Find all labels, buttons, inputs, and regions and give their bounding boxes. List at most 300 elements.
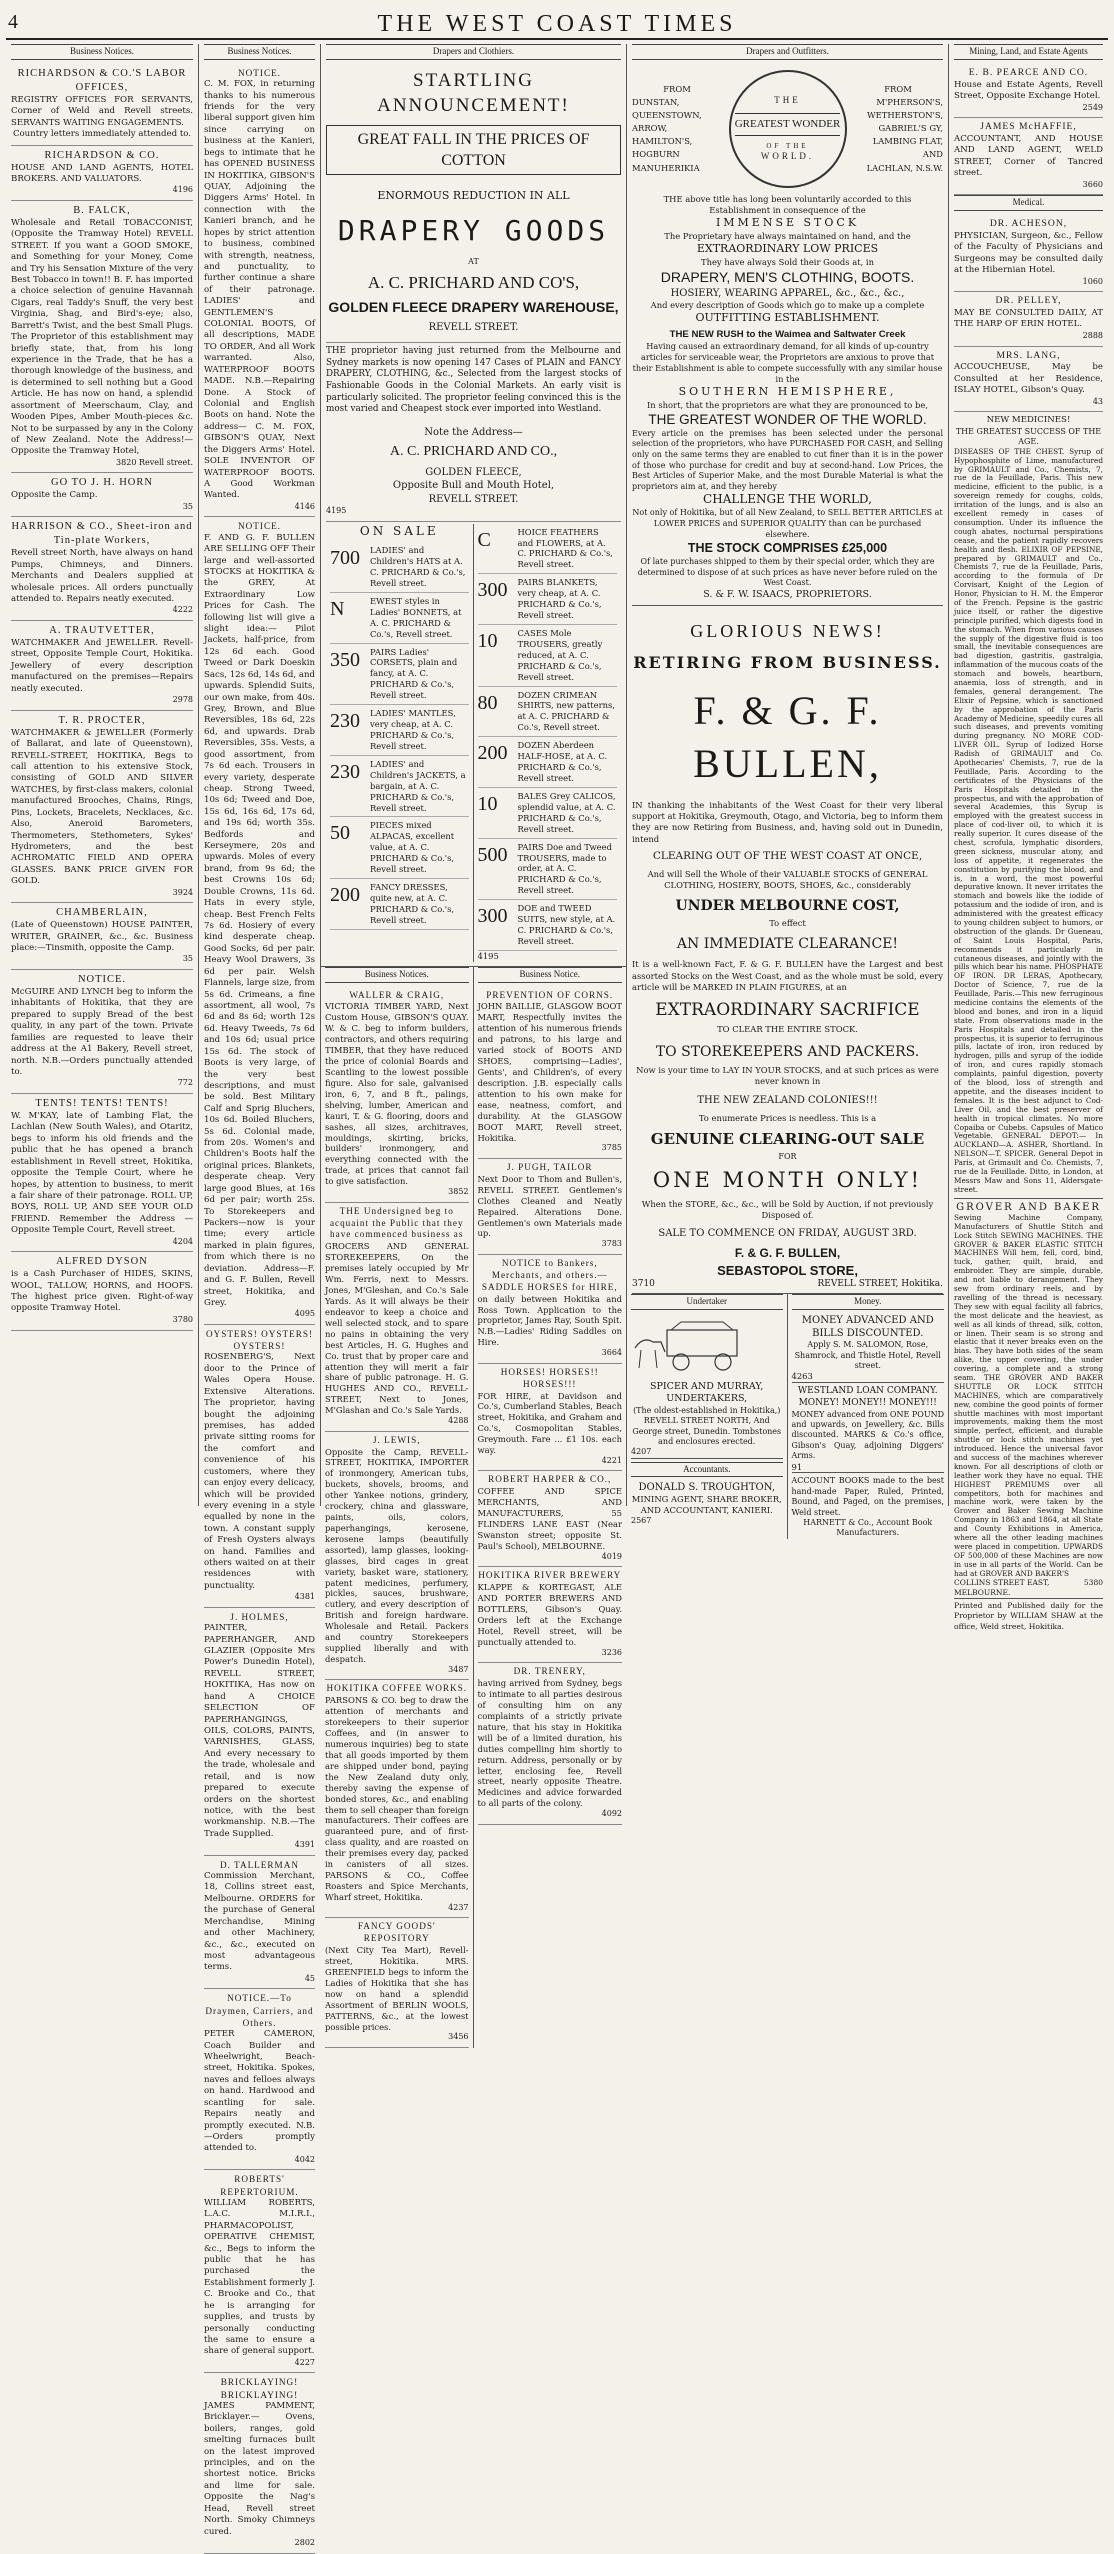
lot-description: LADIES' and Children's JACKETS, a bargain, at A. C. PRICHARD & Co.'s, Revell street. [370, 758, 466, 813]
ad-heading: GO TO J. H. HORN [51, 477, 153, 489]
ad-body: having arrived from Sydney, begs to intimate to all parties desirous of consulting him on any complaints of a strictly private nature, that his stay in Hokitika will be of a limited duration, his duties compelling him shortly to return. Address, personally or by letter, enclosing fee, Revell street, nearly opposite Theatre. Medicines and advice forwarded to all parts of the colony. [477, 1678, 622, 1809]
bullen-name-2: F. & G. F. BULLEN, [734, 1246, 841, 1261]
sale-lot [330, 817, 469, 879]
ad-heading: FANCY GOODS' REPOSITORY [357, 1921, 436, 1944]
not-only: Not only of Hokitika, but of all New Zealand, to SELL BETTER ARTICLES at LOWER PRICES and SUPERIOR QUALITY than can be purchased elsewhere. [632, 508, 943, 539]
greatest-wonder: THE GREATEST WONDER OF THE WORLD. [648, 411, 927, 427]
sebastopol-store: SEBASTOPOL STORE, [717, 1263, 858, 1279]
column-drapers-outfitters [627, 44, 949, 1538]
section-header: Money. [792, 1294, 945, 1310]
advertisement [204, 2170, 315, 2373]
ad-body: PARSONS & CO. beg to draw the attention of merchants and storekeepers to their superior Coffees, and (in answer to numerous inquiries) beg to state that all goods imported by them are shipped under bond, paying the New Zealand duty only, thereby saving the expense of bonded stores, &c., and enabling them to sell cheaper than foreign manufacturers. Their coffees are guaranteed pure, and of first-class quality, and are roasted on their premises every day, packed in canisters of all sizes. PARSONS & CO., Coffee Roasters and Spice Merchants, Wharf street, Hokitika. [325, 1695, 469, 1902]
advertisement [204, 2373, 315, 2553]
ad-body: MAY BE CONSULTED DAILY, AT THE HARP OF ERIN HOTEL. [954, 308, 1103, 330]
lot-quantity: 200 [330, 884, 360, 907]
masthead [6, 10, 1108, 40]
ad-number: 3664 [601, 1348, 622, 1358]
ad-heading: HARRISON & CO., Sheet-iron and Tin-plate Workers, [11, 521, 193, 547]
ad-body: W. M'KAY, late of Lambing Flat, the Lachlan (New South Wales), and Otaritz, begs to inform his old friends and the public that he has opened a branch establishment in Revell street, Hokitika, opposite the Temple Court, where he hopes, by attention to business, to merit a fair share of their patronage. ROLL UP, BOYS, ROLL UP, AND SEE YOUR OLD FRIEND. Remember the Address — Opposite Temple Court, Revell street. [11, 1110, 193, 1236]
will-sell: And will Sell the Whole of their VALUABLE STOCKS of GENERAL CLOTHING, HOSIERY, BOOTS, SHOES, &c., considerably [647, 868, 928, 890]
spicer-body: (The oldest-established in Hokitika,) REVELL STREET NORTH, And George street, Dunedin. Tombstones and enclosures erected. [632, 1405, 782, 1446]
sale-lot [478, 687, 618, 738]
ad-heading: ROBERTS' REPERTORIUM. [220, 2174, 299, 2197]
ad-heading: DR. ACHESON, [989, 218, 1068, 230]
ad-body: Opposite the Camp, REVELL-STREET, HOKITIKA, IMPORTER of ironmongery, American tubs, buckets, shovels, brooms, and other Yankee notions, grindery, crockery, china and glassware, paints, oils, colors, paperhangings, kerosene, kerosene lamps (beautifully assorted), lamp glasses, looking-glasses, bird cages in great variety, basket ware, stationery, patent medicines, perfumery, pickles, sauces, brushware, cutlery, and every description of British and foreign hardware. Wholesale and Retail. Packers and country Storekeepers supplied liberally and with despatch. [325, 1446, 469, 1665]
great-fall-headline: GREAT FALL IN THE PRICES OF COTTON [326, 125, 621, 176]
advertisement [325, 1680, 469, 1918]
ad-body: Next Door to Thom and Bullen's, REVELL STREET. Gentlemen's Clothes Cleaned and Neatly Repaired. Alterations Done. Gentlemen's own Materials made up. [477, 1173, 622, 1239]
ad-number: 4227 [294, 2357, 315, 2367]
printer-imprint: Printed and Published daily for the Proprietor by WILLIAM SHAW at the office, Weld street, Hokitika. [954, 1601, 1103, 1631]
advertisement [11, 711, 193, 903]
ad-heading: MRS. LANG, [996, 349, 1061, 361]
advertisement [11, 1252, 193, 1330]
place-name: ARROW, [632, 123, 668, 134]
ad-number: 4221 [601, 1456, 622, 1466]
ad-body: Wholesale and Retail TOBACCONIST, (Opposite the Tramway Hotel) REVELL STREET. If you want a GOOD SMOKE, and Something for your Money, Come and Try his Sensation Mixture of the very Best Tobacco in town!! B. F. has imported a choice selection of genuine Havannah Cigars, real Taddy's Snuff, the very best Virginia, Shag, and Bird's-eye; also, Barrett's Twist, and the best Small Plugs. The Proprietor of this establishment may briefly state, that, from his long experience in the Trade, that he has a thorough knowledge of the business, and is determined to sell nothing but a Good Article. He has now on hand, a splendid assortment of Meerschaum, Clay, and Wooden Pipes, Amber Mouth-pieces &c. Not to be surpassed by any in the Colony of New Zealand. Note the Address!— Opposite the Tramway Hotel, [11, 217, 193, 457]
advertisement [11, 517, 193, 621]
ad-body: WATCHMAKER & JEWELLER (Formerly of Ballarat, and late of Queenstown), REVELL-STREET, HOKITIKA, Begs to call attention to his extensive Stock, consisting of GOLD AND SILVER WATCHES, by first-class makers, colonial manufactured Brooches, Chains, Rings, Pins, Lockets, Bracelets, Necklaces, &c. Also, Aneroid Barometers, Thermometers, Stethometers, Sykes' Hydrometers, and the best ACHROMATIC FIELD AND OPERA GLASSES. BANK PRICE GIVEN FOR GOLD. [11, 727, 193, 887]
ad-number: 4207 [631, 1447, 783, 1458]
place-name: GABRIEL'S GY, [878, 123, 943, 134]
from-right-label: FROM [884, 84, 912, 95]
at-label: AT [468, 256, 479, 266]
place-name: HAMILTON'S, [632, 136, 693, 147]
lot-quantity: 10 [477, 792, 498, 815]
in-short: In short, that the proprietors are what they are pronounced to be, [646, 399, 928, 410]
ad-heading: NOTICE. [238, 67, 281, 78]
ad-number: 4263 [792, 1371, 945, 1383]
ad-body: PETER CAMERON, Coach Builder and Wheelwright, Beach-street, Hokitika. Spokes, naves and felloes always on hand. Hardwood and scantling for sale. Repairs neatly and promptly executed. N.B.—Orders promptly attended to. [204, 2029, 315, 2154]
sold-text: They have always Sold their Goods at, in [701, 256, 874, 267]
place-name: LACHLAN, N.S.W. [866, 162, 943, 173]
ad-heading: WALLER & CRAIG, [349, 989, 445, 1000]
ad-body: McGUIRE AND LYNCH beg to inform the inhabitants of Hokitika, that they are prepared to supply Bread of the best quality, in any part of the town. Private families are requested to leave their address at the A1 Bakery, Revell street, north. N.B.—Orders punctually attended to. [11, 987, 193, 1077]
lot-description: LADIES' MANTLES, very cheap, at A. C. PRICHARD & Co.'s, Revell street. [370, 708, 456, 751]
ad-body: Commission Merchant, 18, Collins street east, Melbourne. ORDERS for the purchase of General Merchandise, Mining and other Machinery, &c., &c., executed on most advantageous terms. [204, 1871, 315, 1973]
opposite-bull: Opposite Bull and Mouth Hotel, [392, 480, 555, 492]
ad-footer: Country letters immediately attended to. [12, 129, 192, 140]
ad-number: 3780 [172, 1314, 193, 1324]
genuine-sale: GENUINE CLEARING-OUT SALE [650, 1130, 925, 1149]
lot-quantity: 80 [477, 691, 498, 714]
place-name: DUNSTAN, [632, 97, 680, 108]
prichard-body: THE proprietor having just returned from the Melbourne and Sydney markets is now opening 147 Cases of PLAIN and FANCY DRAPERY, CLOTHING, &c., Selected from the largest stocks of Fashionable Goods in the Colonial Markets. An early visit is particularly solicited. The proprietor feeling convinced this is the most varied and Cheapest stock ever imported into Westland. [326, 346, 621, 415]
advertisement [11, 146, 193, 201]
ad-number: 3783 [601, 1239, 622, 1249]
clearing-out: CLEARING OUT OF THE WEST COAST AT ONCE, [652, 849, 923, 862]
for-label: FOR [778, 1152, 797, 1162]
bullen-footer [632, 1279, 943, 1294]
ad-body: Revell street North, have always on hand Pumps, Chimneys, and Dinners. Merchants and Dealers supplied at wholesale prices. All orders punctually attended to. Repairs neatly executed. [11, 548, 193, 605]
advertisement [11, 64, 193, 146]
ad-body: JAMES PAMMENT, Bricklayer.— Ovens, boilers, ranges, gold smelting furnaces built on the latest improved principles, and on the shortest notice. Bricks and lime for sale. Opposite the Nag's Head, Revell street North. Smoky Chimneys cured. [204, 2400, 315, 2537]
from-right [853, 83, 943, 174]
sale-lot [478, 625, 618, 687]
section-header: Accountants. [631, 1462, 783, 1478]
sale-commence: SALE TO COMMENCE ON FRIDAY, AUGUST 3RD. [658, 1227, 917, 1239]
section-header: Drapers and Clothiers. [326, 44, 621, 60]
ad-number: 4288 [448, 1416, 469, 1426]
ad-number: 4381 [294, 1592, 315, 1602]
column-business-notices-1 [6, 44, 199, 1506]
ad-heading: BRICKLAYING! BRICKLAYING! [220, 2377, 299, 2400]
ad-heading: DR. TRENERY, [513, 1666, 586, 1677]
from-left [632, 83, 722, 174]
ad-heading: NOTICE to Bankers, Merchants, and others.—SADDLE HORSES for HIRE, [481, 1257, 618, 1292]
lot-description: CASES Mole TROUSERS, greatly reduced, at A. C. PRICHARD & Co.'s, Revell street. [517, 627, 603, 682]
troughton: DONALD S. TROUGHTON, [638, 1482, 776, 1494]
ad-heading: THE Undersigned beg to acquaint the Public that they have commenced business as [329, 1205, 464, 1240]
seal-of: OF THE [766, 141, 809, 150]
bullen-thanks: IN thanking the inhabitants of the West Coast for their very liberal support at Hokitika, Greymouth, Otago, and Victoria, beg to inform them they are now Retiring from Business, and, having sold out in Dunedin, intend [632, 800, 943, 844]
golden-fleece: GOLDEN FLEECE, [425, 467, 522, 479]
ad-number: 5380 [1083, 1578, 1103, 1588]
retiring-from-business: RETIRING FROM BUSINESS. [633, 653, 942, 673]
grimault-medicines: DISEASES OF THE CHEST. Syrup of Hypophosphite of Lime, manufactured by GRIMAULT and Co., Chemists, 7, rue de la Feuillade, Paris. This new medicine, efficient to the public, is a sovereign remedy for coughs, colds, irritation of the lungs, and is also an excellent remedy in cases of consumption. Under its influence the cough abates, nocturnal perspirations cease, and the patient rapidly recovers health and flesh. ELIXIR OF PEPSINE, prepared by GRIMAULT and Co., Chemists 7, rue de la Feuillade, Paris, according to the formula of Dr Corvisart, Knight of the Legion of Honor, Physician to H. M. the Emperor of the French. Pepsine is the gastric juice itself, or rather the digestive principle purified, which digests food in the stomach. When from various causes the supply of the digestive fluid is too small, the inevitable consequences are bad digestion, gastritis, gastralgia, inflammation of the mucous coats of the stomach and bowels, heartburn, anaemia, loss of strength, and in females, general derangement. The Elixir of Pepsine, which is sanctioned by the approbation of the Paris Academy of Medicine, speedily cures all such diseases, and prevents vomiting during pregnancy. NO MORE COD-LIVER OIL. Syrup of Iodized Horse Radish of GRIMAULT and Co. Apothecaries' Chemists, 7, rue de la Feuillade, Paris. According to the certificates of the Physicians of the Paris Hospitals detailed in the prospectus, and with the approbation of several Academies, this Syrup is employed with the greatest success in place of cod-liver oil, to which it is really superior. It cures disease of the chest, scrofula, lymphatic disorders, green sickness, muscular atony, and loss of appetite, it regenerates the constitution by purifying the blood, and is, in a word, the most powerful depurative known. It never irritates the stomach and bowels like the iodide of potassium and the iodide of iron, and is administered with the greatest efficacy to young children subject to humors, or obstruction of the glands. Dr Gueneau, of Saint Louis Hospital, Paris, recommends it particularly in cutaneous diseases, and jointly with the pills which bear his name. PHOSPHATE OF IRON. DR LERAS, Apothecary, Doctor of Science, 7, rue de la Feuillade, Paris.—This new ferruginous medicine contains the elements of the blood and bones, and iron in a liquid state. From observations made in the Paris Hospitals and detailed in the prospectus, it is superior to ferruginous pills, lactate of iron, iron reduced by hydrogen, pills and syrup of the iodide of iron, and cures rapidly stomach complaints, painful digestion, poverty of the blood, loss of strength and appetite, and the diseases incident to females. It is the best adjunct to Cod-Liver Oil, and the best preserver of health in tropical climates. No more Copaiba or Cubebs. Capsules of Matico Vegetable. GENERAL DEPOT:— In AUCKLAND—A. ASHER, Shortland. In NELSON—T. SPICER. General Depot in Paris, at Grimault and Co. Chemists, 7, rue de la Feuillade. Ditto, in London, at Messrs Maw and Sons 11, Aldersgate-street. [954, 446, 1103, 1194]
ad-heading: DR. PELLEY, [995, 295, 1062, 307]
lot-description: PAIRS Ladies' CORSETS, plain and fancy, at A. C. PRICHARD & Co.'s, Revell street. [370, 646, 458, 701]
lots-number: 4195 [477, 950, 499, 961]
glorious-news: GLORIOUS NEWS! [690, 621, 885, 642]
ad-body: ACCOUCHEUSE, May be Consulted at her Residence, ISLAY HOTEL, Gibson's Quay. [954, 362, 1103, 396]
hosiery-line: HOSIERY, WEARING APPAREL, &c., &c., &c., [670, 287, 905, 299]
ad-number: 2549 [1082, 102, 1103, 112]
ad-body: GROCERS AND GENERAL STOREKEEPERS, On the premises lately occupied by Mr Wm. Ferris, next to Messrs. Jones, M'Gleshan, and Co.'s Sale Yards. As it will always be their endeavor to keep a choice and well selected stock, and to spare no pains in obtaining the very best Articles, H. G. Hughes and Co. trust that by proper care and attention they will merit a fair share of public patronage. H. G. HUGHES AND CO., REVELL-STREET, Next to Jones, M'Glashan and Co.'s Sale Yards. [325, 1241, 469, 1416]
ad-number: 4237 [448, 1902, 469, 1912]
revell-street: REVELL STREET. [428, 321, 519, 333]
advertisement [954, 215, 1103, 292]
seal-bottom: WORLD. [760, 150, 815, 161]
sale-lot [330, 593, 469, 644]
ad-heading: J. PUGH, TAILOR [506, 1161, 593, 1172]
ad-body: PHYSICIAN, Surgeon, &c., Fellow of the Faculty of Physicians and Surgeons may be consulted daily at the Hibernian Hotel. [954, 230, 1103, 276]
section-header: Undertaker [631, 1294, 783, 1310]
ad-number: 3660 [1082, 179, 1103, 189]
money-money: MONEY! MONEY!! MONEY!!! [798, 1397, 937, 1408]
advertisement [204, 1989, 315, 2170]
ad-heading: OYSTERS! OYSTERS! OYSTERS! [205, 1328, 314, 1352]
sale-lot [330, 542, 469, 593]
advertisement [478, 1159, 623, 1255]
ad-body: (Late of Queenstown) HOUSE PAINTER, WRITER, GRAINER, &c., &c. Business place:—Tinsmith, opposite the Camp. [11, 920, 193, 954]
stock-comprises: THE STOCK COMPRISES £25,000 [687, 541, 888, 556]
advertisement [954, 64, 1103, 118]
ad-number: 3710 [632, 1279, 655, 1290]
ad-body: HOUSE AND LAND AGENTS, HOTEL BROKERS. AND VALUATORS. [11, 162, 193, 184]
sale-lot [330, 644, 469, 706]
ad-number: 2888 [1082, 330, 1103, 340]
ad-heading: RICHARDSON & CO.'S LABOR OFFICES, [17, 67, 187, 93]
ad-heading: PREVENTION OF CORNS. [486, 989, 614, 1000]
section-header: Business Notices. [11, 44, 193, 60]
lot-quantity: 10 [477, 629, 498, 652]
ad-body: ROSENBERG'S, Next door to the Prince of Wales Opera House. Extensive Alterations. The proprietor, having bought the adjoining premises, has added private sitting rooms for the comfort and convenience of his customers, where they can enjoy every delicacy, which will be provided every evening in a style equalled by none in the town. A constant supply of Fresh Oysters always on hand. Families and others waited on at their residences with punctuality. [204, 1352, 315, 1591]
ad-heading: B. FALCK, [73, 204, 131, 216]
sale-lot [330, 705, 469, 756]
isaacs-proprietors: S. & F. W. ISAACS, PROPRIETORS. [632, 589, 943, 607]
hearse-illustration [631, 1318, 771, 1374]
on-sale-label: ON SALE [359, 523, 439, 538]
grover-address: COLLINS STREET EAST, MELBOURNE. [954, 1578, 1050, 1598]
sale-lot [478, 788, 618, 839]
ad-number: 4196 [172, 185, 193, 195]
ad-body: ACCOUNTANT, AND HOUSE AND LAND AGENT, WELD STREET, Corner of Tancred street. [954, 133, 1103, 179]
lot-description: BALES Grey CALICOS, splendid value, at A. C. PRICHARD & Co.'s, Revell street. [517, 790, 616, 834]
undertaker-money-grid [627, 1294, 948, 1538]
lot-description: DOZEN Aberdeen HALF-HOSE, at A. C. PRICHARD & Co.'s, Revell street. [517, 740, 608, 784]
advertisement [11, 903, 193, 970]
ad-number: 91 [792, 1462, 945, 1474]
advertisement [325, 1432, 469, 1681]
ad-number: 2567 [631, 1516, 652, 1526]
money-advanced: MONEY ADVANCED AND BILLS DISCOUNTED. [801, 1315, 934, 1340]
ad-heading: HOKITIKA COFFEE WORKS. [326, 1683, 467, 1694]
proprietary-text: The Proprietary have always maintained on hand, and the [664, 230, 911, 241]
lot-description: DOZEN CRIMEAN SHIRTS, new patterns, at A. C. PRICHARD & Co.'s, Revell street. [517, 689, 615, 733]
lot-quantity: 500 [477, 843, 508, 866]
wonder-banner [632, 64, 943, 194]
lot-description: DOE and TWEED SUITS, new style, at A. C. PRICHARD & Co.'s, Revell street. [517, 903, 616, 946]
enormous-reduction: ENORMOUS REDUCTION IN ALL [377, 189, 570, 203]
advertisement [478, 987, 623, 1159]
ad-number: 3236 [601, 1647, 622, 1657]
place-name: WETHERSTON'S, [867, 110, 943, 121]
place-name: MANUHERIKIA [632, 162, 700, 173]
ad-heading: ALFRED DYSON [56, 1256, 148, 1268]
advertisement [204, 1856, 315, 1990]
rush-body: Having caused an extraordinary demand, for all kinds of up-country articles for serviceable wear, the Proprietors are anxious to prove that their Establishment is able to compete successfully with any similar house in the [632, 341, 943, 385]
sale-lot [478, 900, 618, 951]
lot-description: PAIRS Doe and Tweed TROUSERS, made to order, at A. C. PRICHARD & Co.'s, Revell street. [517, 841, 612, 896]
ad-body: WILLIAM ROBERTS, L.A.C. M.I.R.I., PHARMACOPOLIST, OPERATIVE CHEMIST, &c., Begs to inform the public that he has purchased the Establishment formerly J. C. Brooke and Co., that he is arranging for supplies, and trusts by personally conducting the same to ensure a share of general support. [204, 2197, 315, 2357]
on-sale-grid [326, 524, 621, 962]
section-header: Drapers and Outfitters. [632, 44, 943, 60]
lot-quantity: 300 [477, 579, 508, 602]
section-header: Mining, Land, and Estate Agents [954, 44, 1103, 60]
ad-heading: D. TALLERMAN [220, 1859, 299, 1870]
challenge-world: CHALLENGE THE WORLD, [703, 492, 872, 507]
ad-number: 772 [177, 1078, 193, 1088]
spicer-murray: SPICER AND MURRAY, UNDERTAKERS, [650, 1381, 764, 1405]
ad-number: 4195 [326, 505, 347, 515]
well-known-fact: It is a well-known Fact, F. & G. F. BULLEN have the Largest and best assorted Stocks on the West Coast, and as the whole must be sold, every article will be MARKED IN PLAIN FIGURES, at an [632, 959, 943, 992]
lot-quantity: 700 [330, 547, 360, 570]
ad-heading: A. TRAUTVETTER, [49, 625, 155, 637]
advertisement [478, 1471, 623, 1567]
under-melbourne-cost: UNDER MELBOURNE COST, [675, 898, 900, 914]
westland-loan: WESTLAND LOAN COMPANY. [797, 1386, 938, 1397]
ad-number: 1060 [1082, 276, 1103, 286]
ad-number: 3820 Revell street. [116, 457, 193, 467]
ad-number: 3785 [601, 1143, 622, 1153]
lot-quantity: 200 [477, 742, 508, 765]
advertisement [325, 1918, 469, 2048]
ad-body: PAINTER, PAPERHANGER, AND GLAZIER (Opposite Mrs Power's Dunedin Hotel), REVELL STREET, HOKITIKA, Has now on hand A CHOICE SELECTION OF PAPERHANGINGS, OILS, COLORS, PAINTS, VARNISHES, GLASS, And every necessary to the trade, wholesale and retail, and is now prepared to execute orders on the shortest notice, with the best workmanship. N.B.—The Trade Supplied. [204, 1623, 315, 1839]
every-description: And every description of Goods which go to make up a complete [650, 299, 925, 310]
place-name: LAMBING FLAT, [872, 136, 943, 147]
grover-body: Sewing Machine Company, Manufacturers of Shuttle Stitch and Lock Stitch SEWING MACHINES. THE GROVER & BAKER ELASTIC STITCH MACHINES Will hem, fell, cord, bind, tuck, gather, quilt, braid, and embroider. They are simple, durable, and not liable to derangement. They sew from ordinary reels, and by ravelling of the thread is necessary. They sew with equal facility all fabrics, the most delicate and the heaviest, as well as all kinds of thread, silk, cotton, or linen. Their seam is so strong and elastic that it never breaks even on the bias. They have both sides of the seam alike, the upper covering, the under covering, a complete and a strong seam. THE GROVER AND BAKER SHUTTLE OR LOCK STITCH MACHINES, which are comparatively new, combine the good points of former shuttle machines with most important improvements, making them the most simple, perfect, efficient, and durable shuttle or lock stitch machines yet introduced. Hence the universal favor and success of the machines wherever known. For all descriptions of cloth or leather work they have no equal. THE HIGHEST PREMIUMS over all competitors, both for machines and machine work, were taken by the Grover and Baker Sewing Machine Company in 1863 and 1864, at all State and County Exhibitions in America, where all the other leading machines were placed in competition. UPWARDS OF 500,000 of these Machines are now in use in all parts of the World. Can be had at GROVER AND BAKER'S [954, 1212, 1103, 1578]
seal-middle: GREATEST WONDER [735, 113, 841, 136]
section-header: Business Notice. [478, 967, 623, 983]
lower-business-grid [321, 966, 626, 2048]
lot-quantity: C [477, 528, 491, 551]
of-late: Of late purchases shipped to them by their special order, which they are determined to dispose of at such prices as have never before ruled on the West Coast. [637, 556, 938, 588]
advertisement [204, 517, 315, 1325]
lot-description: LADIES' and Children's HATS at A. C. PRICHARD & Co.'s, Revell street. [370, 545, 466, 588]
section-header: Business Notices. [325, 967, 469, 983]
ad-body: COFFEE AND SPICE MERCHANTS, AND MANUFACTURERS, 55 FLINDERS LANE EAST (Near Swanston street; opposite St. Paul's School), MELBOURNE. [477, 1486, 622, 1551]
new-medicines: NEW MEDICINES! [986, 415, 1071, 426]
ad-body: C. M. FOX, in returning thanks to his numerous friends for the very liberal support given him since carrying on business at the Kanieri, begs to intimate that he has OPENED BUSINESS IN HOKITIKA, GIBSON'S QUAY, Adjoining the Diggers Arms' Hotel. In connection with the Kanieri branch, and he hopes by strict attention to business, combined with strength, neatness, and punctuality, to further continue a share of their patronage. LADIES' and GENTLEMEN'S COLONIAL BOOTS, Of all descriptions, MADE TO ORDER, And all Work warranted. Also, WATERPROOF BOOTS MADE. N.B.—Repairing Done. A Stock of Colonial and English Boots on hand. Note the address— C. M. FOX, GIBSON'S QUAY, Next the Diggers Arms' Hotel. SOLE INVENTOR OF WATERPROOF BOOTS. A Good Workman Wanted. [204, 79, 315, 501]
new-zealand-colonies: THE NEW ZEALAND COLONIES!!! [697, 1094, 878, 1106]
enumerate-prices: To enumerate Prices is needless. This is a [698, 1112, 877, 1123]
southern-hemisphere: SOUTHERN HEMISPHERE, [678, 384, 897, 398]
column-business-notices-2 [199, 44, 321, 2547]
ad-body: WATCHMAKER And JEWELLER. Revell-street, Opposite Temple Court, Hokitika. Jewellery of every description manufactured on the premises—Repairs neatly executed. [11, 638, 193, 694]
lot-quantity: 300 [477, 905, 508, 928]
advertisement [325, 1203, 469, 1432]
startling-announcement: STARTLING ANNOUNCEMENT! [377, 69, 570, 117]
ad-heading: CHAMBERLAIN, [56, 907, 148, 919]
lot-quantity: N [330, 597, 345, 620]
advertisement [11, 473, 193, 517]
ad-number: 3456 [448, 2032, 469, 2042]
outfitting: OUTFITTING ESTABLISHMENT. [695, 310, 880, 324]
lot-description: EWEST styles in Ladies' BONNETS, at A. C. PRICHARD & Co.'s, Revell street. [370, 595, 462, 639]
ad-body: F. AND G. F. BULLEN ARE SELLING OFF Their large and well-assorted STOCKS at HOKITIKA & the GREY, At Extraordinary Low Prices for Cash. The following list will give a slight idea:— Pilot Jackets, half-price, from 12s 6d each. Good Tweed or Dark Doeskin Sacs, 12s 6d, 14s 6d, and upwards. Splendid Suits, our own make, from 40s. Grey, Brown, and Blue Reversibles, 18s 6d, 22s 6d, and upwards. Drab Reversibles, 35s. Vests, a good assortment, from 7s 6d each. Trousers in every variety, desperate cheap. Strong Tweed, 10s 6d; Tweed and Doe, 15s 6d, 16s 6d, 17s 6d, and 19s 6d; worth 35s. Bedfords and Kerseymere, 20s and upwards. Moles of every brand, from 9s 6d; the best Crowns 10s 6d; Double Crowns, 11s 6d. Hats in every style, cheap. Best French Felts 7s 6d. Hosiery of every kind desperate cheap. Good Socks, 6d per pair. Heavy Wool Drawers, 3s 6d per pair. Welsh Flannels, large size, from 5s 6d. Crimeans, a fine assortment, all wool, 7s 6d and 8s 6d; worth 12s 6d. Heavy Tweeds, 7s 6d and 10s 6d; usual price 15s 6d. The stock of Boots is very large, of the very best descriptions, and must be sold. Best Military Calf and Sprig Bluchers, 10s 6d. Boiled Bluchers, 5s 6d. Colonial made, from 20s. Women's and Children's Boots half the original prices. Blankets, desperate cheap. Very large good Blues, at 16s 6d per pair; worth 25s. To Storekeepers and Packers—now is your time; every article marked in plain figures, from which there is no deviation. Address—F. and G. F. Bullen, Revell street, Hokitika, and Grey. [204, 532, 315, 1308]
advertisement [11, 1094, 193, 1252]
ad-body: KLAPPE & KORTEGAST, ALE AND PORTER BREWERS AND BOTTLERS, Gibson's Quay. Orders left at the Exchange Hotel, Revell street, will be punctually attended to. [477, 1582, 622, 1647]
ad-heading: NOTICE. [238, 521, 281, 532]
ad-body: REGISTRY OFFICES FOR SERVANTS, Corner of Weld and Revell streets. SERVANTS WAITING ENGAGEMENTS. [11, 94, 193, 128]
ad-heading: E. B. PEARCE AND CO. [968, 66, 1089, 78]
lot-description: FANCY DRESSES, quite new, at A. C. PRICHARD & Co.'s, Revell street. [370, 882, 455, 925]
sale-lot [478, 524, 618, 575]
storekeepers-packers: TO STOREKEEPERS AND PACKERS. [655, 1043, 920, 1060]
lot-quantity: 230 [330, 710, 360, 733]
ad-body: on daily between Hokitika and Ross Town. Application to the proprietor, James Ray, South Spit. N.B.—Ladies' Riding Saddles on Hire. [477, 1293, 622, 1348]
harnett-co: HARNETT & Co., Account Book Manufacturers. [803, 1518, 933, 1538]
lot-description: HOICE FEATHERS and FLOWERS, at A. C. PRICHARD & Co.'s, Revell street. [517, 526, 613, 570]
lot-description: PIECES mixed ALPACAS, excellent value, at A. C. PRICHARD & Co.'s, Revell street. [370, 820, 455, 875]
seal-top: THE [774, 95, 801, 106]
ad-heading: ROBERT HARPER & CO., [488, 1474, 612, 1485]
ad-number: 4019 [601, 1551, 622, 1561]
immediate-clearance: AN IMMEDIATE CLEARANCE! [676, 935, 899, 952]
ad-body: is a Cash Purchaser of HIDES, SKINS, WOOL, TALLOW, HORNS, and HOOFS. The highest price given. Right-of-way opposite Tramway Hotel. [11, 1269, 193, 1314]
ad-body: House and Estate Agents, Revell Street, Opposite Exchange Hotel. [954, 79, 1103, 102]
grover-baker: GROVER AND BAKER [954, 1198, 1103, 1214]
ad-heading: RICHARDSON & CO. [44, 149, 160, 161]
ad-number: 2978 [172, 695, 193, 705]
troughton-body: MINING AGENT, SHARE BROKER, AND ACCOUNTANT, KANIERI. [631, 1494, 782, 1516]
sale-lot [478, 574, 618, 625]
section-header: Medical. [954, 195, 1103, 211]
advertisement [954, 118, 1103, 195]
ad-heading: JAMES McHAFFIE, [980, 121, 1077, 133]
ad-number: 3487 [448, 1664, 469, 1674]
place-name: HOGBURN [632, 149, 680, 160]
section-header: Business Notices. [204, 44, 315, 60]
prichard-body-ad [326, 342, 621, 522]
every-article: Every article on the premises has been selected under the personal selection of the proprietors, who have PURCHASED FOR CASH, and Selling only on the same terms they are enabled to cut finer than it is in the power of those who purchase for credit and buy at second-hand. Low Prices, the Best Articles of Superior Make, and the most Durable Material is what the proprietors aim at, and they hereby [632, 428, 943, 491]
ad-number: 4222 [172, 605, 193, 615]
newspaper-title: THE WEST COAST TIMES [377, 11, 737, 37]
new-rush: THE NEW RUSH to the Waimea and Saltwater Creek [669, 328, 906, 340]
page-number: 4 [8, 11, 18, 33]
prichard-firm-2: A. C. PRICHARD AND CO., [389, 444, 558, 460]
drapery-lines: DRAPERY, MEN'S CLOTHING, BOOTS. [660, 268, 915, 285]
sale-lot [478, 737, 618, 788]
ad-body: FOR HIRE, at Davidson and Co.'s, Cumberland Stables, Beach street, Hokitika, and Graham and Co.'s, Cosmopolitan Stables, Greymouth. Fare ... £1 10s. each way. [477, 1390, 622, 1456]
drapery-goods: DRAPERY GOODS [337, 213, 610, 247]
lot-quantity: 350 [330, 648, 360, 671]
ad-body: JOHN BAILLIE, GLASGOW BOOT MART, Respectfully invites the attention of his numerous friends and patrons, to his large and varied stock of BOOTS AND SHOES, comprising—Ladies', Gents', and Children's, of every description. J.B. especially calls attention to his own make for ease, neatness, comfort, and durability. At the GLASGOW BOOT MART, Revell street, Hokitika. [477, 1001, 622, 1143]
ad-number: 35 [182, 954, 193, 964]
ad-number: 35 [182, 501, 193, 511]
immense-stock: IMMENSE STOCK [715, 216, 860, 230]
advertisement [204, 64, 315, 517]
ad-heading: TENTS! TENTS! TENTS! [35, 1098, 169, 1110]
ad-number: 4391 [294, 1840, 315, 1850]
golden-fleece-warehouse: GOLDEN FLEECE DRAPERY WAREHOUSE, [328, 299, 619, 316]
sale-lot [330, 879, 469, 930]
sale-lot [330, 756, 469, 818]
column-drapers-clothiers [321, 44, 627, 2042]
advertisement [11, 201, 193, 473]
ad-number: 3852 [448, 1187, 469, 1197]
advertisement [478, 1567, 623, 1663]
revell-street-hokitika: REVELL STREET, Hokitika. [817, 1279, 943, 1290]
advertisement [325, 987, 469, 1203]
ad-body: Opposite the Camp. [11, 490, 98, 501]
place-name: M'PHERSON'S, [876, 97, 943, 108]
ad-heading: HORSES! HORSES!! HORSES!!! [500, 1366, 599, 1389]
ad-number: 3924 [172, 887, 193, 897]
now-your-time: Now is your time to LAY IN YOUR STOCKS, and at such prices as were never known in [636, 1065, 939, 1087]
bullen-name: F. & G. F. BULLEN, [693, 687, 882, 786]
ad-number: 2802 [294, 2537, 315, 2547]
account-books: ACCOUNT BOOKS made to the best hand-made Paper, Ruled, Printed, Bound, and Paged, on the premises, Weld street. [791, 1476, 944, 1517]
from-left-label: FROM [663, 84, 691, 95]
ad-number: 4092 [601, 1809, 622, 1819]
advertisement [478, 1255, 623, 1364]
place-name: AND [922, 149, 943, 160]
advertisement [954, 347, 1103, 413]
ad-number: 4095 [294, 1309, 315, 1319]
ad-body: VICTORIA TIMBER YARD, Next Custom House, GIBSON'S QUAY. W. & C. beg to inform builders, contractors, and others requiring TIMBER, that they have reduced the price of colonial Boards and Scantling to the lowest possible figure. Also for sale, galvanised iron, 6, 7, and 8 ft., palings, shelving, lumber, American and kauri, T. & G. flooring, doors and sashes, all sizes, architraves, mouldings, skirting, bricks, builders' ironmongery, and everything connected with the trade, at prices that cannot fail to give satisfaction. [325, 1001, 469, 1187]
ad-number: 4204 [172, 1236, 193, 1246]
advertisement [204, 1325, 315, 1608]
ad-heading: NOTICE.—To Draymen, Carriers, and Others. [205, 1993, 314, 2028]
intro-text: THE above title has long been voluntarily accorded to this Establishment in consequence of the [663, 193, 912, 216]
ad-heading: T. R. PROCTER, [58, 714, 146, 726]
place-name: QUEENSTOWN, [632, 110, 702, 121]
lot-quantity: 230 [330, 760, 360, 783]
extraordinary-low-prices: EXTRAORDINARY LOW PRICES [696, 242, 879, 256]
ad-number: 45 [304, 1973, 315, 1983]
revell-street-2: REVELL STREET. [428, 493, 519, 505]
prichard-firm: A. C. PRICHARD AND CO'S, [367, 272, 580, 292]
one-month-only: ONE MONTH ONLY! [652, 1167, 923, 1192]
sale-lot [478, 839, 618, 901]
greatest-success: THE GREATEST SUCCESS OF THE AGE. [955, 426, 1102, 447]
advertisement [11, 621, 193, 711]
advertisement [204, 1608, 315, 1856]
ad-number: 43 [1092, 396, 1103, 406]
advertisement [478, 1663, 623, 1824]
